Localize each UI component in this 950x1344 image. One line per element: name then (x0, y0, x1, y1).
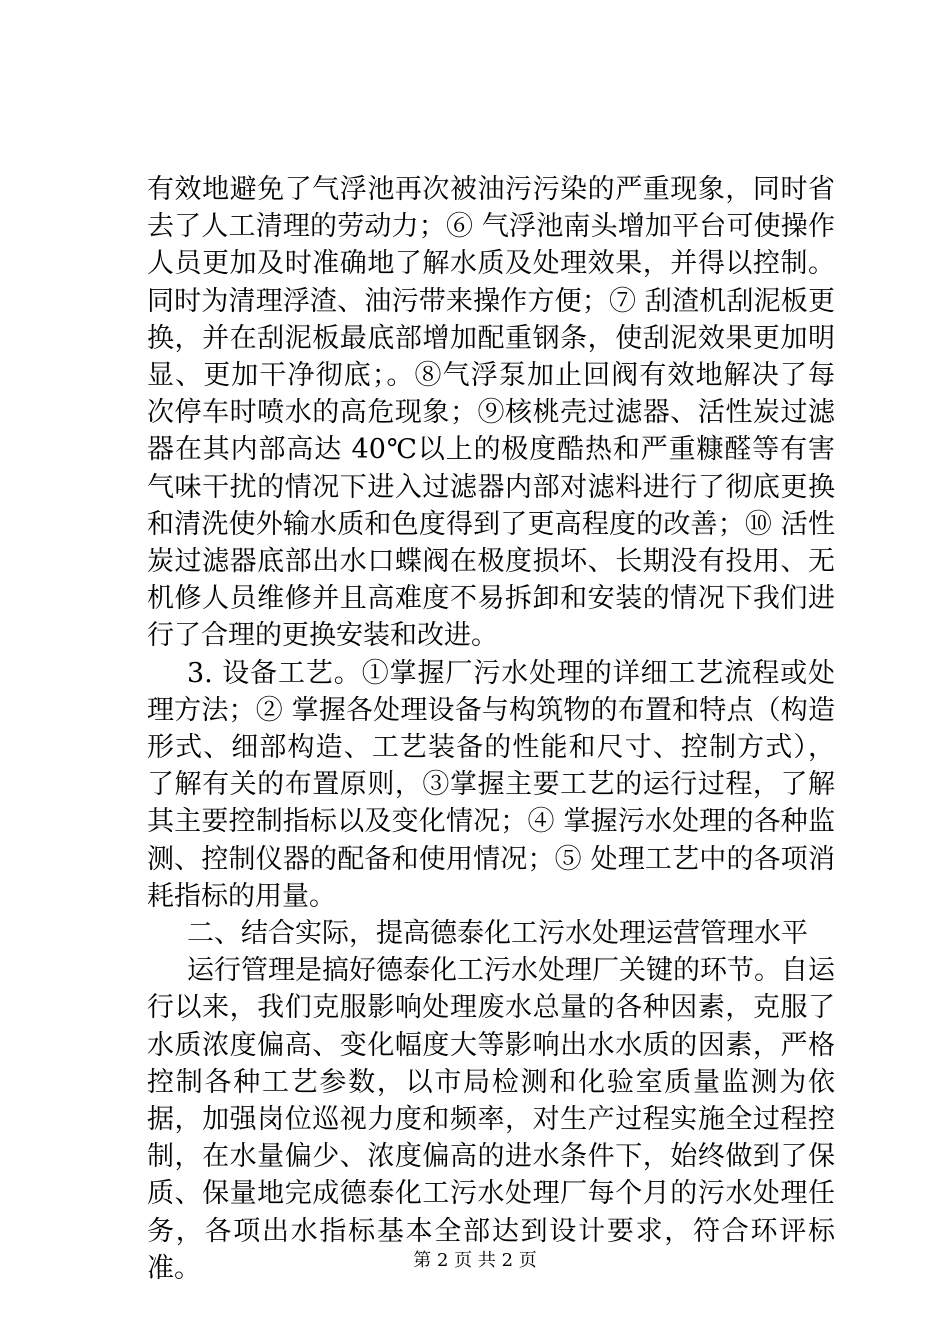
section-heading: 二、结合实际，提高德泰化工污水处理运营管理水平 (187, 918, 808, 950)
page-number-footer: 第 2 页 共 2 页 (413, 1250, 537, 1271)
paragraph-equipment-process: 3. 设备工艺。①掌握厂污水处理的详细工艺流程或处理方法；② 掌握各处理设备与构筑物的布置和特点（构造形式、细部构造、工艺装备的性能和尺寸、控制方式），了解有关的布置原则，③掌握主要工艺的运行过程，了解其主要控制指标以及变化情况；④ 掌握污水处理的各种监测、控制仪器的配备和使用情况；⑤ 处理工艺中的各项消耗指标的用量。 (147, 657, 835, 912)
paragraph-operation-management: 运行管理是搞好德泰化工污水处理厂关键的环节。自运行以来，我们克服影响处理废水总量的各种因素，克服了水质浓度偏高、变化幅度大等影响出水水质的因素，严格控制各种工艺参数，以市局检测和化验室质量监测为依据，加强岗位巡视力度和频率，对生产过程实施全过程控制，在水量偏少、浓度偏高的进水条件下，始终做到了保质、保量地完成德泰化工污水处理厂每个月的污水处理任务，各项出水指标基本全部达到设计要求，符合环评标准。 (147, 955, 835, 1284)
paragraph-equipment-improvements: 有效地避免了气浮池再次被油污污染的严重现象，同时省去了人工清理的劳动力；⑥ 气浮池南头增加平台可使操作人员更加及时准确地了解水质及处理效果，并得以控制。同时为清理浮渣、油污带来操作方便；⑦ 刮渣机刮泥板更换，并在刮泥板最底部增加配重钢条，使刮泥效果更加明显、更加干净彻底；。⑧气浮泵加止回阀有效地解决了每次停车时喷水的高危现象；⑨核桃壳过滤器、活性炭过滤器在其内部高达 40℃以上的极度酷热和严重糠醛等有害气味干扰的情况下进入过滤器内部对滤料进行了彻底更换和清洗使外输水质和色度得到了更高程度的改善；⑩ 活性炭过滤器底部出水口蝶阀在极度损坏、长期没有投用、无机修人员维修并且高难度不易拆卸和安装的情况下我们进行了合理的更换安装和改进。 (147, 174, 835, 652)
document-body (147, 171, 835, 1287)
